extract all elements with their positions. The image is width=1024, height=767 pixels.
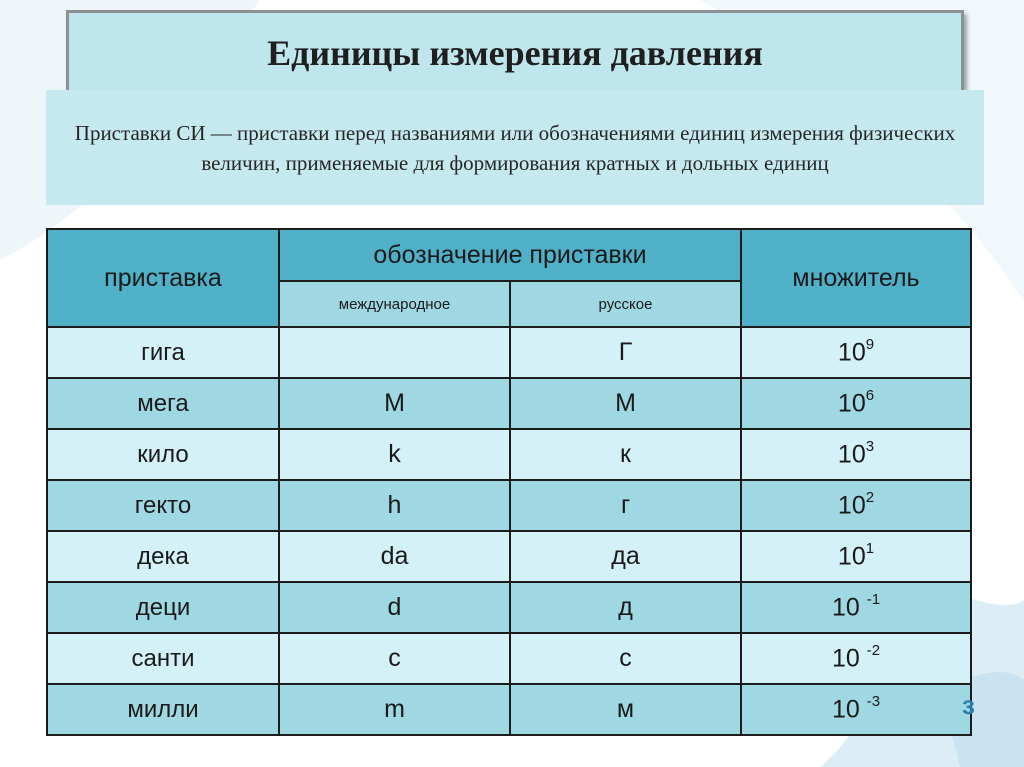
prefix-cell: гига <box>47 327 279 378</box>
table-row <box>47 684 971 735</box>
international-symbol-cell <box>279 327 510 378</box>
multiplier-cell <box>741 582 971 633</box>
multiplier-exponent: 9 <box>865 335 875 353</box>
international-symbol-cell: k <box>279 429 510 480</box>
international-symbol-cell: M <box>279 378 510 429</box>
header-multiplier: множитель <box>741 229 971 327</box>
international-symbol-cell: m <box>279 684 510 735</box>
multiplier-exponent: -3 <box>866 692 881 710</box>
multiplier-cell <box>741 480 971 531</box>
header-international: международное <box>279 281 510 327</box>
multiplier-cell <box>741 378 971 429</box>
multiplier-exponent: 1 <box>865 539 875 557</box>
multiplier-exponent: -2 <box>866 641 881 659</box>
prefix-cell: мега <box>47 378 279 429</box>
prefix-cell: гекто <box>47 480 279 531</box>
definition-text: Приставки СИ — приставки перед названиями или обозначениями единиц измерения физических величин, применяемые для формирования кратных и дольных единиц <box>74 120 956 175</box>
multiplier-base: 10 <box>837 542 866 571</box>
header-russian: русское <box>510 281 741 327</box>
multiplier-base: 10 <box>837 338 866 367</box>
table-row <box>47 531 971 582</box>
table-row <box>47 429 971 480</box>
header-prefix: приставка <box>47 229 279 327</box>
multiplier-base: 10 <box>837 440 866 469</box>
table-row <box>47 480 971 531</box>
russian-symbol-cell: к <box>510 429 741 480</box>
russian-symbol-cell: д <box>510 582 741 633</box>
prefix-cell: деци <box>47 582 279 633</box>
table-row <box>47 327 971 378</box>
prefix-cell: дека <box>47 531 279 582</box>
multiplier-cell <box>741 531 971 582</box>
multiplier-exponent: 2 <box>865 488 875 506</box>
russian-symbol-cell: м <box>510 684 741 735</box>
multiplier-base: 10 <box>837 491 866 520</box>
table-row <box>47 582 971 633</box>
multiplier-exponent: 6 <box>865 386 875 404</box>
prefix-cell: кило <box>47 429 279 480</box>
multiplier-cell <box>741 633 971 684</box>
prefix-table-container <box>46 228 972 736</box>
russian-symbol-cell: с <box>510 633 741 684</box>
si-prefix-table <box>46 228 972 736</box>
table-row <box>47 378 971 429</box>
multiplier-exponent: 3 <box>865 437 875 455</box>
multiplier-base: 10 <box>831 644 867 673</box>
multiplier-base: 10 <box>837 389 866 418</box>
international-symbol-cell: da <box>279 531 510 582</box>
title-banner <box>66 10 964 96</box>
russian-symbol-cell: М <box>510 378 741 429</box>
multiplier-base: 10 <box>831 695 867 724</box>
multiplier-cell <box>741 684 971 735</box>
multiplier-cell <box>741 429 971 480</box>
prefix-cell: санти <box>47 633 279 684</box>
prefix-cell: милли <box>47 684 279 735</box>
international-symbol-cell: c <box>279 633 510 684</box>
logo-fragment: з <box>962 690 975 720</box>
international-symbol-cell: h <box>279 480 510 531</box>
russian-symbol-cell: Г <box>510 327 741 378</box>
definition-box <box>46 90 984 205</box>
multiplier-exponent: -1 <box>866 590 881 608</box>
table-row <box>47 633 971 684</box>
multiplier-cell <box>741 327 971 378</box>
russian-symbol-cell: г <box>510 480 741 531</box>
multiplier-base: 10 <box>831 593 867 622</box>
header-designation: обозначение приставки <box>279 229 741 281</box>
international-symbol-cell: d <box>279 582 510 633</box>
page-title: Единицы измерения давления <box>267 33 763 73</box>
russian-symbol-cell: да <box>510 531 741 582</box>
